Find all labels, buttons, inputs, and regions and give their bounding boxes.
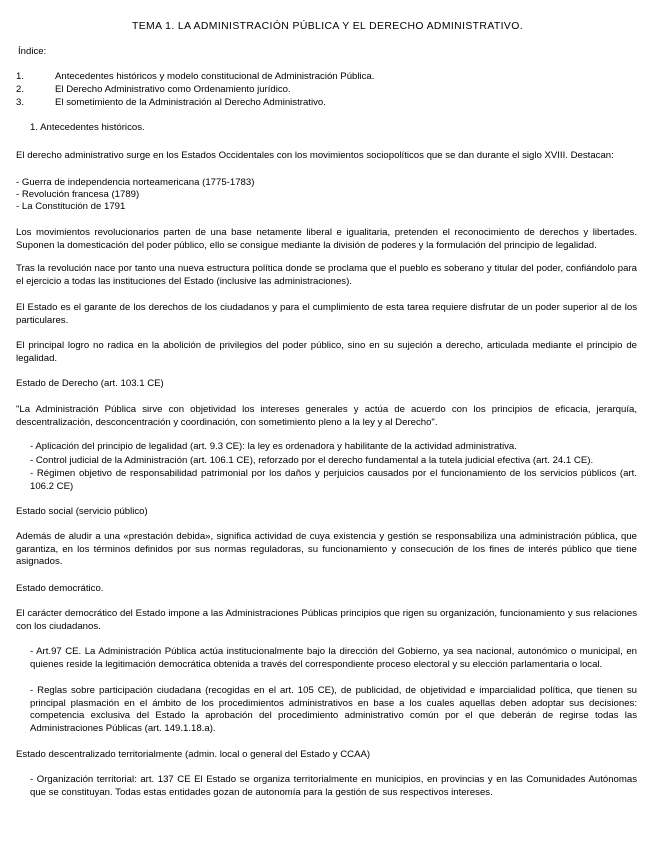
paragraph: Tras la revolución nace por tanto una nueva estructura política donde se proclama que el pueblo es soberano y titular del poder, confiándolo para el ejercicio a todas las instituciones del Estado (inclusive las administraciones). (16, 263, 637, 287)
paragraph: El carácter democrático del Estado impone a las Administraciones Públicas principios que rigen su organización, funcionamiento y sus relaciones con los ciudadanos. (16, 608, 637, 632)
subsection-heading: Estado descentralizado territorialmente (admin. local o general del Estado y CCAA) (16, 749, 371, 760)
index-item-number: 3. (16, 97, 25, 108)
list-item: - La Constitución de 1791 (16, 201, 126, 212)
paragraph: El principal logro no radica en la abolición de privilegios del poder público, sino en su sujeción a derecho, articulada mediante el principio de legalidad. (16, 340, 637, 364)
bullet-item: - Control judicial de la Administración (art. 106.1 CE), reforzado por el derecho fundamental a la tutela judicial efectiva (art. 24.1 CE). (30, 455, 594, 466)
subsection-heading: Estado social (servicio público) (16, 506, 148, 517)
index-item-number: 1. (16, 71, 25, 82)
index-item-text: Antecedentes históricos y modelo constitucional de Administración Pública. (55, 71, 375, 82)
bullet-item: - Régimen objetivo de responsabilidad patrimonial por los daños y perjuicios causados por el funcionamiento de los servicios públicos (art. 106.2 CE) (30, 468, 637, 492)
index-item-number: 2. (16, 84, 25, 95)
paragraph: El Estado es el garante de los derechos de los ciudadanos y para el cumplimiento de esta tarea requiere disfrutar de un poder superior al de los particulares. (16, 302, 637, 326)
subsection-heading: Estado de Derecho (art. 103.1 CE) (16, 378, 164, 389)
list-item: - Revolución francesa (1789) (16, 189, 140, 200)
bullet-item: - Reglas sobre participación ciudadana (recogidas en el art. 105 CE), de publicidad, de objetividad e imparcialidad política, que tienen su principal plasmación en el ámbito de los procedimientos administrativos en base a los cuales aquellas deben adoptar sus decisiones: competencia exclusiva del Estado la aprobación del procedimiento administrativo común por el que deberán de regirse todas las Administraciones Públicas (art. 149.1.18.a). (30, 685, 637, 734)
quote: "La Administración Pública sirve con objetividad los intereses generales y actúa de acuerdo con los principios de eficacia, jerarquía, descentralización, desconcentración y coordinación, con sometimiento pleno a la ley y al Derecho". (16, 404, 637, 428)
paragraph: El derecho administrativo surge en los Estados Occidentales con los movimientos sociopolíticos que se dan durante el siglo XVIII. Destacan: (16, 150, 614, 161)
subsection-heading: Estado democrático. (16, 583, 104, 594)
paragraph: Además de aludir a una «prestación debida», significa actividad de cuya existencia y gestión se responsabiliza una administración pública, que garantiza, en los términos definidos por sus normas reguladoras, su funcionamiento y consecución de los fines de interés público que tiene asignados. (16, 531, 637, 568)
document-title: TEMA 1. LA ADMINISTRACIÓN PÚBLICA Y EL DERECHO ADMINISTRATIVO. (131, 21, 524, 32)
index-item-text: El sometimiento de la Administración al Derecho Administrativo. (55, 97, 326, 108)
bullet-item: - Art.97 CE. La Administración Pública actúa institucionalmente bajo la dirección del Gobierno, ya sea nacional, autonómico o municipal, en quienes reside la legitimación democrática obtenida a través del correspondiente proceso electoral y su elección parlamentaria o local. (30, 646, 637, 670)
bullet-item: - Aplicación del principio de legalidad (art. 9.3 CE): la ley es ordenadora y habilitante de la actividad administrativa. (30, 441, 517, 452)
paragraph: Los movimientos revolucionarios parten de una base netamente liberal e igualitaria, pretenden el reconocimiento de derechos y libertades. Suponen la domesticación del poder público, ello se consigue mediante la división de poderes y la formulación del principio de legalidad. (16, 227, 637, 251)
index-item-text: El Derecho Administrativo como Ordenamiento jurídico. (55, 84, 291, 95)
section-heading: 1. Antecedentes históricos. (30, 122, 145, 133)
list-item: - Guerra de independencia norteamericana (1775-1783) (16, 177, 255, 188)
index-heading: Índice: (18, 46, 47, 57)
bullet-item: - Organización territorial: art. 137 CE El Estado se organiza territorialmente en municipios, en provincias y en las Comunidades Autónomas que se constituyan. Todas estas entidades gozan de autonomía para la gestión de sus respectivos intereses. (30, 774, 637, 798)
